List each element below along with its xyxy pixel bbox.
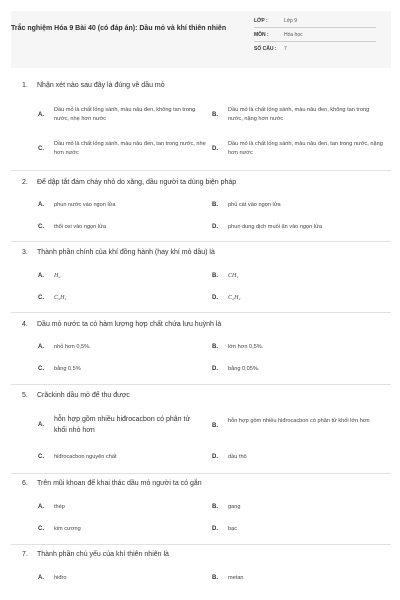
option-text: kim cương — [54, 526, 81, 532]
question-4 — [22, 321, 221, 328]
meta-value: Lớp 9 — [284, 18, 298, 24]
option-text: Dầu mỏ là chất lỏng sánh, màu nâu đen, tan trong nước, nhẹ hơn nước — [54, 141, 206, 156]
option-text: phủ cát vào ngọn lửa — [228, 202, 281, 208]
option-6c[interactable]: C. kim cương — [38, 526, 81, 532]
option-4b[interactable]: B. lớn hơn 0,5%. — [212, 344, 264, 350]
question-1 — [22, 82, 165, 89]
option-text: dầu thô — [228, 454, 247, 460]
question-7 — [22, 551, 169, 558]
option-5b[interactable]: B. hỗn hợp gồm nhiều hiđrocacbon có phân tử khối lớn hơn — [212, 417, 384, 437]
option-2a[interactable]: A. phun nước vào ngọn lửa — [38, 202, 116, 208]
option-4d[interactable]: D. bằng 0,05%. — [212, 366, 260, 372]
question-text: Crăckinh dầu mỏ để thu được — [37, 392, 130, 399]
option-3c[interactable]: C. C₂H₄ — [38, 295, 67, 301]
option-text: Dầu mỏ là chất lỏng sánh, màu nâu đen, không tan trong nước, nặng hơn nước — [228, 107, 370, 122]
question-text: Nhận xét nào sau đây là đúng về dầu mỏ — [37, 82, 165, 89]
option-text: gang — [228, 504, 241, 510]
option-text: thổi oxi vào ngọn lửa — [54, 224, 106, 230]
option-3b[interactable]: B. CH₄ — [212, 273, 239, 279]
question-text: Để dập tắt đám cháy nhỏ do xăng, dầu người ta dùng biện pháp — [37, 179, 237, 186]
option-text: lớn hơn 0,5%. — [228, 344, 264, 350]
option-text: CH₄ — [228, 273, 239, 279]
question-text: Thành phần chính của khí đồng hành (hay khí mỏ dầu) là — [37, 249, 215, 256]
option-1b[interactable]: B. Dầu mỏ là chất lỏng sánh, màu nâu đen, không tan trong nước, nặng hơn nước — [212, 106, 384, 126]
divider — [11, 473, 391, 474]
option-6b[interactable]: B. gang — [212, 504, 241, 510]
option-text: hỗn hợp gồm nhiều hiđrocacbon có phân tử khối lớn hơn — [228, 418, 370, 424]
question-number: 1. — [22, 82, 28, 89]
meta-subject — [254, 29, 376, 42]
option-text: hỗn hợp gồm nhiều hiđrocacbon có phân tử khối nhỏ hơn — [54, 416, 191, 434]
option-text: hiđrocacbon nguyên chất — [54, 454, 117, 460]
option-6a[interactable]: A. thép — [38, 504, 65, 510]
divider — [11, 170, 391, 171]
question-number: 7. — [22, 551, 28, 558]
option-text: H₂ — [54, 273, 61, 279]
meta-label: SỐ CÂU : — [254, 46, 277, 52]
option-4c[interactable]: C. bằng 0,5% — [38, 366, 81, 372]
option-text: bằng 0,05%. — [228, 366, 260, 372]
meta-label: MÔN : — [254, 32, 269, 38]
meta-question-count — [254, 43, 376, 56]
option-text: Dầu mỏ là chất lỏng sánh, màu nâu đen, tan trong nước, nặng hơn nước — [228, 141, 383, 156]
option-text: phun nước vào ngọn lửa — [54, 202, 116, 208]
option-text: metan — [228, 575, 244, 581]
option-text: thép — [54, 504, 65, 510]
option-text: bằng 0,5% — [54, 366, 81, 372]
option-text: Dầu mỏ là chất lỏng sánh, màu nâu đen, không tan trong nước, nhẹ hơn nước — [54, 107, 196, 122]
meta-value: Hóa học — [284, 32, 303, 38]
question-2 — [22, 179, 236, 186]
question-6 — [22, 480, 202, 487]
question-number: 3. — [22, 249, 28, 256]
option-1a[interactable]: A. Dầu mỏ là chất lỏng sánh, màu nâu đen, không tan trong nước, nhẹ hơn nước — [38, 106, 208, 126]
option-1c[interactable]: C. Dầu mỏ là chất lỏng sánh, màu nâu đen, tan trong nước, nhẹ hơn nước — [38, 140, 208, 160]
divider — [11, 544, 391, 545]
option-5d[interactable]: D. dầu thô — [212, 454, 247, 460]
option-2c[interactable]: C. thổi oxi vào ngọn lửa — [38, 224, 106, 230]
option-5c[interactable]: C. hiđrocacbon nguyên chất — [38, 454, 117, 460]
question-text: Trên mũi khoan để khai thác dầu mỏ người ta có gắn — [37, 480, 202, 487]
divider — [11, 241, 391, 242]
question-text: Thành phần chủ yếu của khí thiên nhiên là — [37, 551, 169, 558]
meta-label: LỚP : — [254, 18, 268, 24]
option-7b[interactable]: B. metan — [212, 575, 244, 581]
question-3 — [22, 249, 215, 256]
option-7a[interactable]: A. hiđro — [38, 575, 67, 581]
option-text: C₂H₂ — [228, 295, 241, 301]
page-title: Trắc nghiệm Hóa 9 Bài 40 (có đáp án): Dầu mỏ và khí thiên nhiên — [11, 25, 227, 32]
option-2b[interactable]: B. phủ cát vào ngọn lửa — [212, 202, 281, 208]
question-5 — [22, 392, 130, 399]
option-5a[interactable]: A. hỗn hợp gồm nhiều hiđrocacbon có phân tử khối nhỏ hơn — [38, 414, 208, 438]
question-number: 6. — [22, 480, 28, 487]
question-text: Dầu mỏ nước ta có hàm lượng hợp chất chứa lưu huỳnh là — [37, 321, 222, 328]
question-number: 2. — [22, 179, 28, 186]
option-text: phun dung dịch muối ăn vào ngọn lửa — [228, 224, 322, 230]
option-text: bạc — [228, 526, 238, 532]
option-text: nhỏ hơn 0,5%. — [54, 344, 91, 350]
option-6d[interactable]: D. bạc — [212, 526, 238, 532]
option-1d[interactable]: D. Dầu mỏ là chất lỏng sánh, màu nâu đen, tan trong nước, nặng hơn nước — [212, 140, 384, 160]
question-number: 4. — [22, 321, 28, 328]
divider — [11, 384, 391, 385]
option-2d[interactable]: D. phun dung dịch muối ăn vào ngọn lửa — [212, 224, 322, 230]
option-4a[interactable]: A. nhỏ hơn 0,5%. — [38, 344, 91, 350]
meta-value: 7 — [284, 46, 287, 52]
option-text: hiđro — [54, 575, 67, 581]
option-3d[interactable]: D. C₂H₂ — [212, 295, 241, 301]
question-number: 5. — [22, 392, 28, 399]
divider — [11, 312, 391, 313]
meta-grade — [254, 15, 376, 28]
option-text: C₂H₄ — [54, 295, 67, 301]
option-3a[interactable]: A. H₂ — [38, 273, 61, 279]
